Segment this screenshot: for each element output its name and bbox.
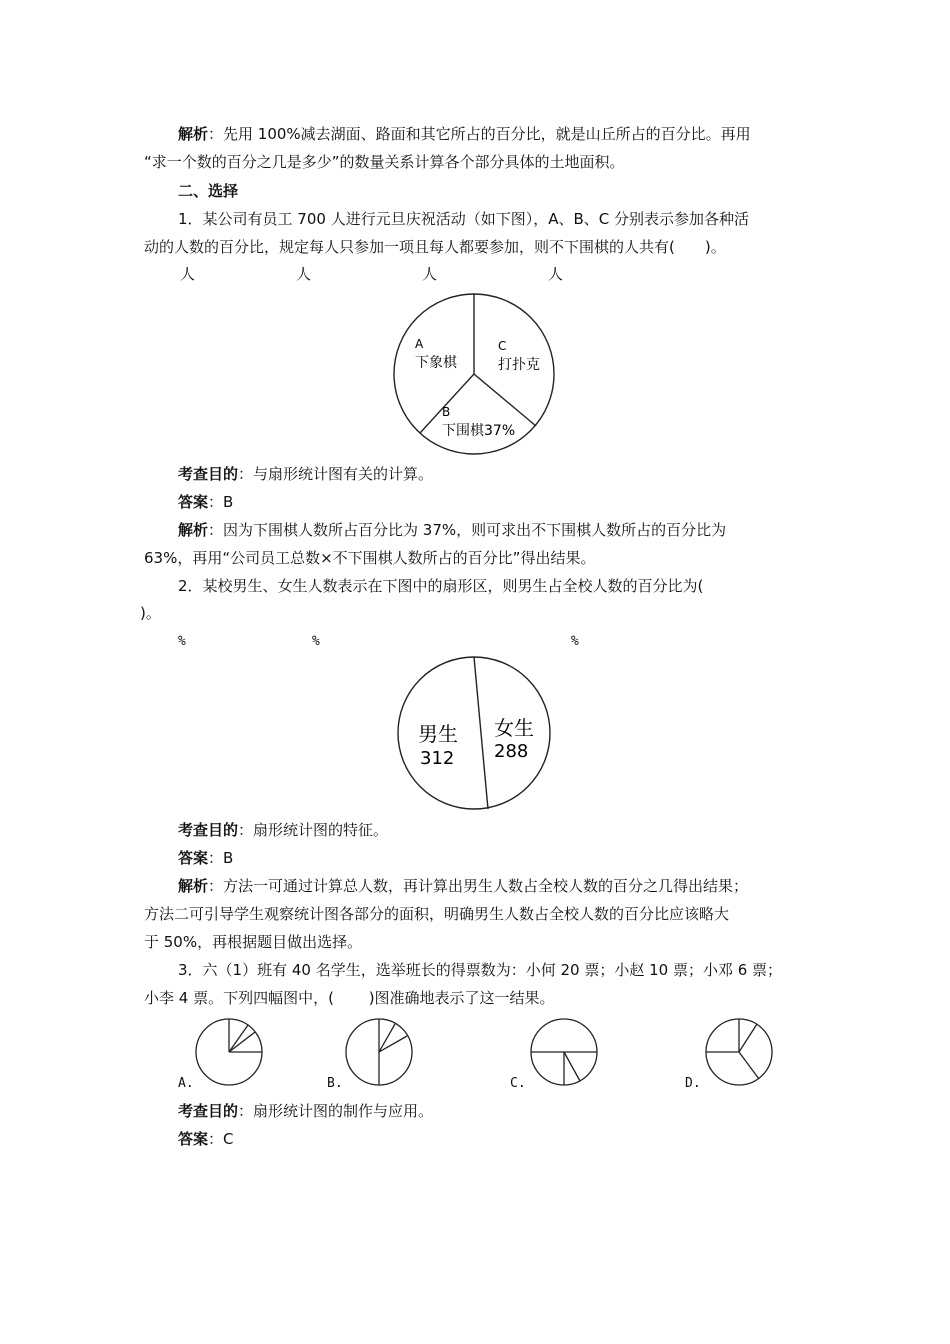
q2-option-a: %: [178, 634, 186, 649]
q2-analysis-line1: 解析：方法一可通过计算总人数，再计算出男生人数占全校人数的百分之几得出结果；: [178, 877, 749, 895]
q3-a-divider-4: [229, 1032, 255, 1052]
q2-answer: 答案：B: [178, 849, 234, 867]
q3-c-divider-3: [564, 1052, 580, 1081]
q3-option-c: C.: [510, 1076, 526, 1091]
q1-slice-c-label: 打扑克: [498, 357, 540, 373]
q3-pie-chart-c: [530, 1018, 600, 1088]
q3-d-divider-3: [739, 1024, 757, 1052]
q2-purpose: 考查目的：扇形统计图的特征。: [178, 821, 389, 839]
q3-answer: 答案：C: [178, 1130, 234, 1148]
q2-slice-boy-value: 312: [420, 748, 455, 769]
q1-text-line1: 1．某公司有员工 700 人进行元旦庆祝活动（如下图），A、B、C 分别表示参加各种活: [178, 210, 750, 228]
q1-option-d: 人: [548, 265, 564, 283]
q1-answer: 答案：B: [178, 493, 234, 511]
q3-pie-chart-b: [345, 1018, 415, 1088]
q1-slice-a-letter: A: [415, 337, 424, 351]
q2-option-b: %: [312, 634, 320, 649]
q3-text-line2: 小李 4 票。下列四幅图中，( )图准确地表示了这一结果。: [144, 989, 555, 1007]
q2-pie-divider: [474, 657, 488, 809]
q2-text-line2: )。: [140, 604, 161, 622]
q1-slice-c-letter: C: [498, 339, 507, 353]
q1-pie-divider-right: [474, 374, 536, 426]
q3-text-line1: 3．六（1）班有 40 名学生，选举班长的得票数为：小何 20 票；小赵 10 票；小邓 6 票；: [178, 961, 783, 979]
prev-analysis-line1: 解析：先用 100%减去湖面、路面和其它所占的百分比，就是山丘所占的百分比。再用: [178, 125, 751, 143]
q1-option-a: 人: [180, 265, 196, 283]
q2-pie-chart: [398, 655, 558, 815]
q2-slice-girl-value: 288: [494, 741, 529, 762]
q3-pie-chart-d: [705, 1018, 775, 1088]
q1-analysis-line2: 63%，再用“公司员工总数×不下围棋人数所占的百分比”得出结果。: [144, 549, 596, 567]
prev-analysis-line2: “求一个数的百分之几是多少”的数量关系计算各个部分具体的土地面积。: [144, 153, 625, 171]
q3-option-a: A.: [178, 1076, 194, 1091]
q1-analysis-line1: 解析：因为下围棋人数所占百分比为 37%，则可求出不下围棋人数所占的百分比为: [178, 521, 727, 539]
q2-analysis-line3: 于 50%，再根据题目做出选择。: [144, 933, 363, 951]
q2-text-line1: 2．某校男生、女生人数表示在下图中的扇形区，则男生占全校人数的百分比为(: [178, 577, 704, 595]
q3-a-divider-3: [229, 1025, 248, 1052]
q2-slice-girl-label: 女生: [494, 716, 534, 740]
q3-d-divider-4: [739, 1052, 759, 1079]
q3-option-b: B.: [327, 1076, 343, 1091]
q1-purpose: 考查目的：与扇形统计图有关的计算。: [178, 465, 434, 483]
q2-option-c: %: [571, 634, 579, 649]
q2-slice-boy-label: 男生: [418, 722, 458, 746]
q1-text-line2: 动的人数的百分比，规定每人只参加一项且每人都要参加，则不下围棋的人共有( )。: [144, 238, 726, 256]
q1-option-c: 人: [422, 265, 438, 283]
section-title: 二、选择: [178, 182, 239, 200]
analysis-label: 解析: [178, 125, 209, 143]
q3-pie-chart-a: [195, 1018, 265, 1088]
q3-purpose: 考查目的：扇形统计图的制作与应用。: [178, 1102, 434, 1120]
q1-pie-chart: [390, 290, 560, 460]
q3-option-d: D.: [685, 1076, 701, 1091]
q1-slice-a-label: 下象棋: [415, 355, 457, 371]
q2-analysis-line2: 方法二可引导学生观察统计图各部分的面积，明确男生人数占全校人数的百分比应该略大: [144, 905, 730, 923]
q1-slice-b-letter: B: [442, 405, 451, 419]
q1-option-b: 人: [296, 265, 312, 283]
q1-slice-b-label: 下围棋37%: [442, 423, 516, 439]
